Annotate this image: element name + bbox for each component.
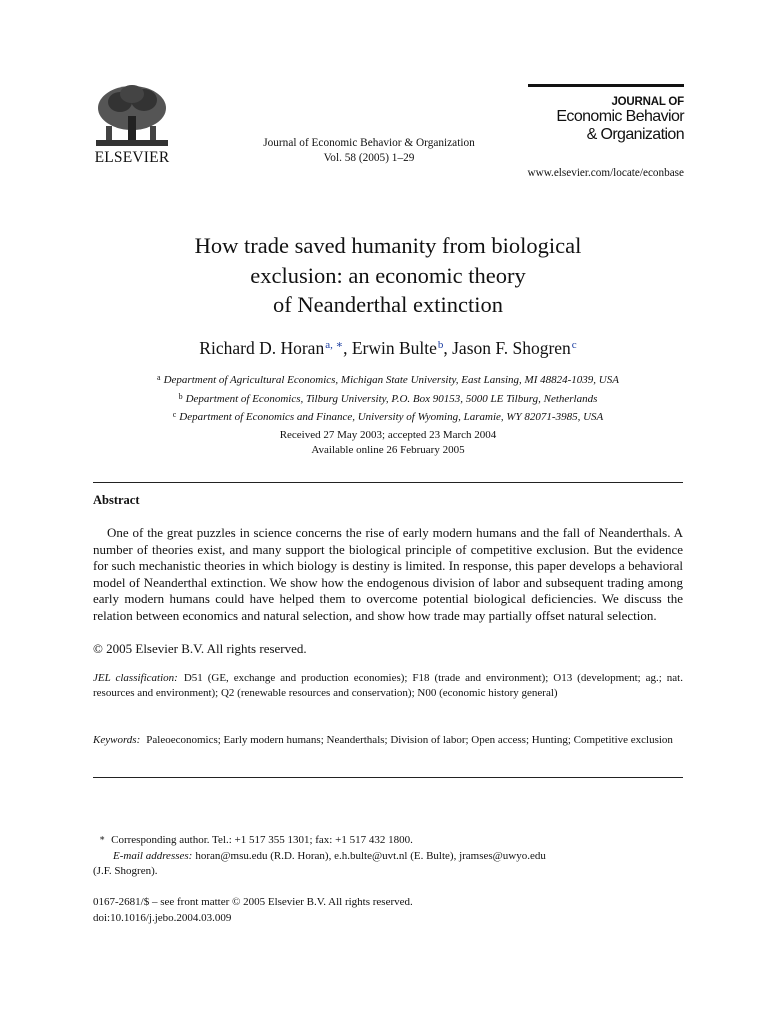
title-line-1: How trade saved humanity from biological [194, 233, 582, 258]
journal-brand-line3: & Organization [586, 126, 684, 143]
author-name: Richard D. Horan [199, 338, 325, 358]
abstract-body: One of the great puzzles in science concerns the rise of early modern humans and the fall of Neanderthals. A number of theories exist, and many support the biological principle of competitive exclusion. But the evidence for such mechanistic theories in which biology is destiny is limited. In response, this paper develops a behavioral model of Neanderthal extinction. We show how the endogenous division of labor and subsequent trading among early modern humans could have helped them to overcome potential biological deficiencies. We discuss the relation between economics and natural selection, and show how trade may partially offset natural selection. [93, 525, 683, 623]
affiliation-item [84, 407, 692, 426]
journal-brand-line2: Economic Behavior [556, 108, 684, 125]
email-label: E-mail addresses: [113, 849, 193, 862]
author-name: Erwin Bulte [351, 338, 437, 358]
email-addresses[interactable]: horan@msu.edu (R.D. Horan), e.h.bulte@uvt.nl (E. Bulte), jramses@uwyo.edu [195, 849, 546, 862]
article-title [84, 231, 692, 320]
author-affiliation-link[interactable]: c [571, 339, 577, 351]
author-name: Jason F. Shogren [452, 338, 571, 358]
affiliation-mark: b [178, 391, 183, 401]
jel-text: D51 (GE, exchange and production economies); F18 (trade and environment); O13 (development; ag.; nat. resources and environment); Q2 (renewable resources and conservation); N00 (economic history general) [93, 672, 683, 699]
keywords [93, 733, 683, 748]
keywords-text: Paleoeconomics; Early modern humans; Neanderthals; Division of labor; Open access; Hunting; Competitive exclusion [146, 734, 673, 746]
journal-name: Journal of Economic Behavior & Organization [263, 137, 475, 149]
copyright-notice: © 2005 Elsevier B.V. All rights reserved. [93, 641, 307, 656]
available-date: Available online 26 February 2005 [311, 443, 465, 456]
corresponding-author-line [93, 831, 683, 849]
doi-link[interactable]: doi:10.1016/j.jebo.2004.03.009 [93, 911, 232, 924]
affiliation-text: Department of Economics and Finance, University of Wyoming, Laramie, WY 82071-3985, USA [179, 411, 604, 423]
front-matter [93, 895, 683, 926]
journal-volume: Vol. 58 (2005) 1–29 [323, 152, 415, 164]
publisher-name: ELSEVIER [94, 149, 170, 166]
abstract-heading: Abstract [93, 493, 140, 507]
jel-classification [93, 671, 683, 701]
affiliation-text: Department of Economics, Tilburg University, P.O. Box 90153, 5000 LE Tilburg, Netherlands [185, 392, 598, 405]
affiliation-item [84, 389, 692, 408]
affiliation-text: Department of Agricultural Economics, Michigan State University, East Lansing, MI 48824-1039, USA [163, 374, 619, 386]
footnote-mark: ∗ [99, 833, 106, 843]
title-line-3: of Neanderthal extinction [273, 292, 503, 317]
affiliation-item [84, 370, 692, 389]
divider-bottom [93, 777, 683, 778]
journal-brand-line1: JOURNAL OF [611, 96, 684, 108]
author-affiliation-link[interactable]: a, ∗ [325, 339, 344, 351]
corresponding-author-text: Corresponding author. Tel.: +1 517 355 1301; fax: +1 517 432 1800. [111, 834, 413, 846]
author-separator: , [343, 338, 352, 358]
affiliation-mark: c [172, 410, 177, 419]
journal-citation [230, 136, 508, 166]
corresponding-footnote [93, 831, 683, 880]
email-line [93, 849, 683, 865]
email-line-continued: (J.F. Shogren). [93, 865, 158, 877]
issn-line: 0167-2681/$ – see front matter © 2005 Elsevier B.V. All rights reserved. [93, 896, 413, 908]
author-affiliation-link[interactable]: b [437, 339, 444, 351]
author-separator: , [443, 338, 453, 358]
received-date: Received 27 May 2003; accepted 23 March 2004 [279, 429, 497, 441]
title-line-2: exclusion: an economic theory [250, 262, 526, 288]
affiliation-mark: a [157, 373, 161, 382]
journal-brand-logo [528, 84, 684, 144]
divider-top [93, 482, 683, 483]
author-list [84, 338, 692, 359]
jel-label: JEL classification: [93, 672, 178, 684]
affiliation-list [84, 370, 692, 426]
journal-url-link[interactable]: www.elsevier.com/locate/econbase [527, 167, 684, 179]
keywords-label: Keywords: [93, 734, 141, 746]
article-history [84, 428, 692, 457]
